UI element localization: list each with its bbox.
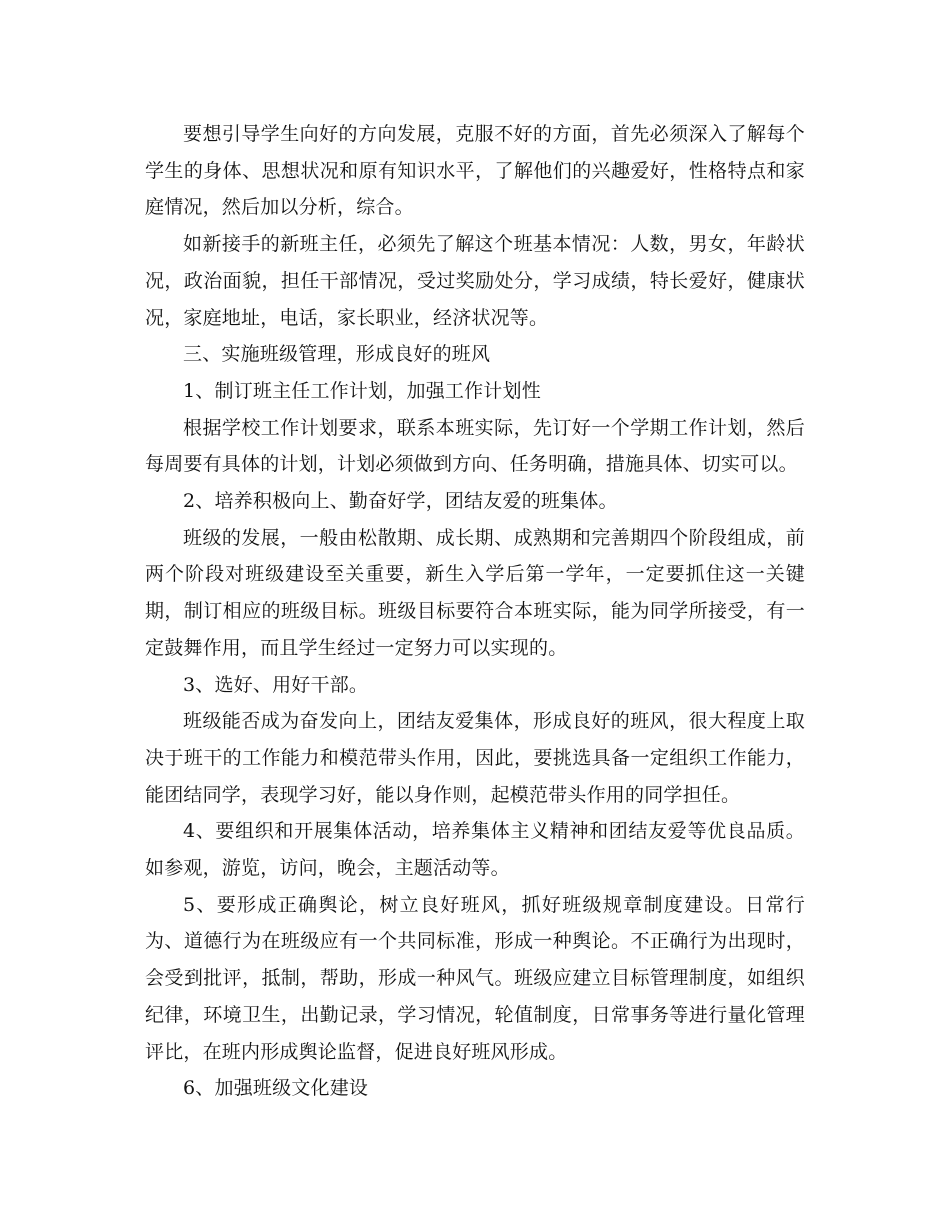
subheading-work-plan: 1、制订班主任工作计划，加强工作计划性 <box>183 379 541 402</box>
paragraph-collective-activities: 4、要组织和开展集体活动，培养集体主义精神和团结友爱等优良品质。如参观，游览，访问，晚会，主题活动等。 <box>145 820 805 880</box>
document-body <box>145 116 805 1107</box>
paragraph-class-development: 班级的发展，一般由松散期、成长期、成熟期和完善期四个阶段组成，前两个阶段对班级建设至关重要，新生入学后第一学年，一定要抓住这一关键期，制订相应的班级目标。班级目标要符合本班实际，能为同学所接受，有一定鼓舞作用，而且学生经过一定努力可以实现的。 <box>145 526 805 659</box>
paragraph-class-cadres: 班级能否成为奋发向上，团结友爱集体，形成良好的班风，很大程度上取决于班干的工作能力和模范带头作用，因此，要挑选具备一定组织工作能力，能团结同学，表现学习好，能以身作则，起模范带头作用的同学担任。 <box>145 710 805 806</box>
paragraph-public-opinion: 5、要形成正确舆论，树立良好班风，抓好班级规章制度建设。日常行为、道德行为在班级应有一个共同标准，形成一种舆论。不正确行为出现时，会受到批评，抵制，帮助，形成一种风气。班级应建立目标管理制度，如组织纪律，环境卫生，出勤记录，学习情况，轮值制度，日常事务等进行量化管理评比，在班内形成舆论监督，促进良好班风形成。 <box>145 893 805 1063</box>
paragraph-work-plan: 根据学校工作计划要求，联系本班实际，先订好一个学期工作计划，然后每周要有具体的计划，计划必须做到方向、任务明确，措施具体、切实可以。 <box>145 416 805 476</box>
paragraph-new-class-teacher: 如新接手的新班主任，必须先了解这个班基本情况：人数，男女，年龄状况，政治面貌，担任干部情况，受过奖励处分，学习成绩，特长爱好，健康状况，家庭地址，电话，家长职业，经济状况等。 <box>145 233 805 329</box>
subheading-class-collective: 2、培养积极向上、勤奋好学，团结友爱的班集体。 <box>183 490 618 513</box>
paragraph-know-students: 要想引导学生向好的方向发展，克服不好的方面，首先必须深入了解每个学生的身体、思想状况和原有知识水平，了解他们的兴趣爱好，性格特点和家庭情况，然后加以分析，综合。 <box>145 123 805 219</box>
subheading-select-cadres: 3、选好、用好干部。 <box>183 673 369 696</box>
section-heading-class-management: 三、实施班级管理，形成良好的班风 <box>183 343 491 366</box>
subheading-class-culture: 6、加强班级文化建设 <box>183 1077 369 1100</box>
